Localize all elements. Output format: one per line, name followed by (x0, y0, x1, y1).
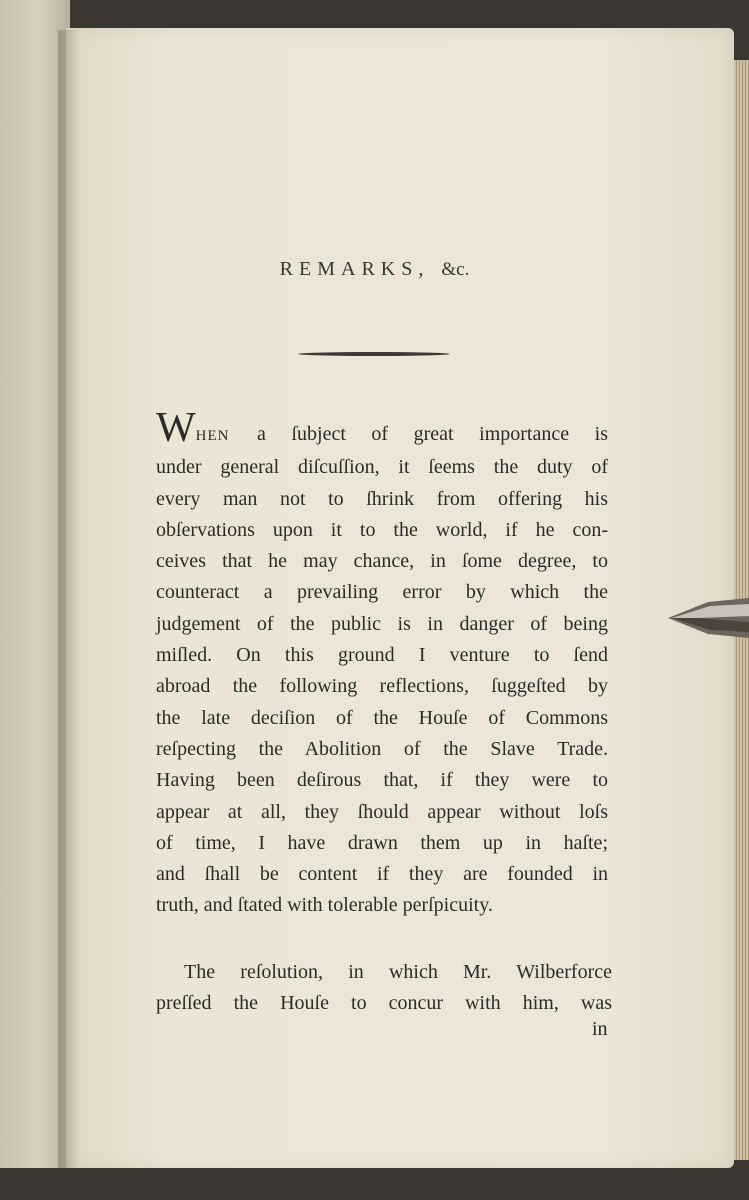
first-line-rest: a ſubject of great importance is (257, 423, 608, 445)
text-line: ceives that he may chance, in ſome degree, to (156, 550, 608, 573)
text-line: appear at all, they ſhould appear without loſs (156, 800, 608, 823)
text-line: reſpecting the Abolition of the Slave Trade. (156, 737, 608, 760)
text-line: preſſed the Houſe to concur with him, was (156, 992, 612, 1015)
page-gutter-shadow (58, 30, 80, 1180)
drop-cap: W (156, 405, 196, 451)
ornamental-rule (298, 352, 450, 356)
text-line-last: truth, and ſtated with tolerable perſpicuity. (156, 894, 493, 917)
small-caps-word: HEN (195, 428, 230, 444)
text-line: every man not to ſhrink from offering his (156, 487, 608, 510)
text-line: counteract a prevailing error by which the (156, 581, 608, 604)
paragraph-1 (156, 405, 608, 922)
background-bottom (0, 1168, 749, 1200)
page-heading (0, 258, 749, 281)
text-line: abroad the following reflections, ſuggeſted by (156, 675, 608, 698)
page-clip-marker-icon (668, 596, 749, 640)
catchword: in (592, 1018, 608, 1040)
first-line (156, 405, 608, 452)
text-line: under general diſcuſſion, it ſeems the duty of (156, 456, 608, 479)
text-line: Having been deſirous that, if they were to (156, 769, 608, 792)
text-line: The reſolution, in which Mr. Wilberforce (184, 961, 612, 983)
text-line: obſervations upon it to the world, if he con- (156, 518, 608, 541)
text-line: and ſhall be content if they are founded in (156, 863, 608, 886)
heading-suffix: &c. (441, 259, 470, 280)
heading-word: REMARKS, (279, 258, 430, 280)
paragraph-2 (156, 957, 612, 1020)
text-line: judgement of the public is in danger of being (156, 612, 608, 635)
text-line: of time, I have drawn them up in haſte; (156, 831, 608, 854)
text-line: the late deciſion of the Houſe of Commons (156, 706, 608, 729)
text-line: miſled. On this ground I venture to ſend (156, 644, 608, 667)
